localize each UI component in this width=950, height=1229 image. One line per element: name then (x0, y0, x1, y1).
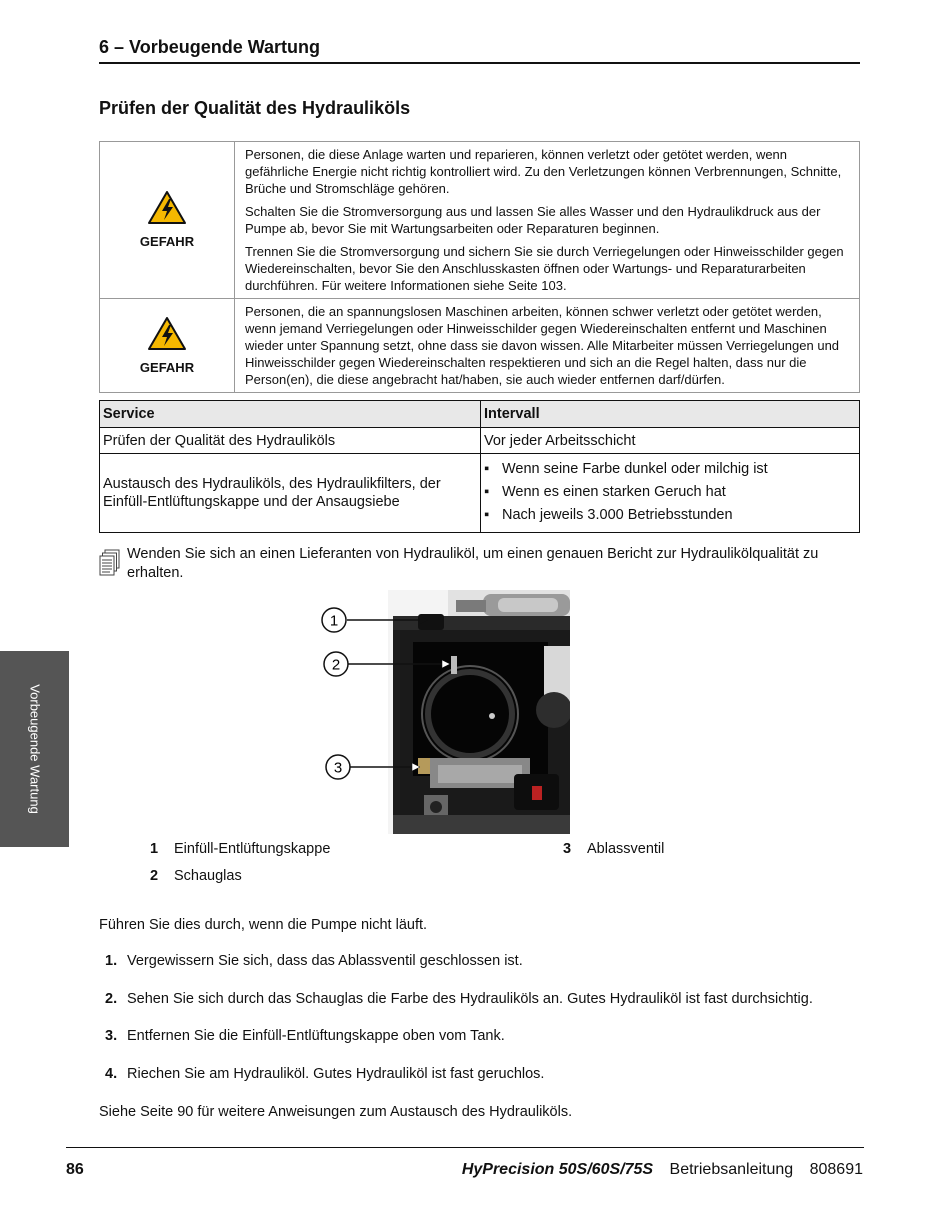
legend-label: Schauglas (174, 868, 242, 884)
interval-list (484, 460, 856, 524)
danger-table (99, 141, 860, 393)
danger-row (100, 142, 860, 299)
list-item (99, 953, 860, 991)
danger-paragraph: Schalten Sie die Stromversorgung aus und lassen Sie alles Wasser und den Hydraulikdruck aus der Pumpe ab, bevor Sie mit Wartungsarbeiten oder Reparaturen beginnen. (245, 204, 821, 236)
list-item: ▪ Wenn seine Farbe dunkel oder milchig ist (484, 460, 856, 478)
step-text: Sehen Sie sich durch das Schauglas die Farbe des Hydrauliköls an. Gutes Hydrauliköl ist fast durchsichtig. (127, 990, 813, 1007)
legend-number: 1 (150, 841, 159, 857)
legend-number: 3 (563, 841, 572, 857)
legend-item (150, 868, 242, 884)
list-item: ▪ Nach jeweils 3.000 Betriebsstunden (484, 506, 856, 524)
danger-paragraph: Personen, die diese Anlage warten und reparieren, können verletzt oder getötet werden, wenn gefährliche Energie nicht richtig kontrolliert wird. Zu den Verletzungen können Verbrennungen, Schnitte, Brüche und Stromschläge gehören. (245, 147, 842, 196)
danger-text-cell (235, 299, 860, 393)
danger-label: GEFAHR (139, 359, 195, 375)
step-number: 2. (105, 990, 118, 1007)
step-text: Entfernen Sie die Einfüll-Entlüftungskappe oben vom Tank. (127, 1028, 505, 1044)
column-header-interval: Intervall (481, 401, 860, 428)
legend-item (150, 841, 330, 857)
callout-label: 2 (331, 656, 341, 674)
step-number: 1. (105, 953, 118, 969)
step-number: 3. (105, 1028, 118, 1044)
step-list (99, 953, 860, 1103)
danger-symbol-cell (100, 299, 235, 393)
callout-label: 1 (329, 612, 339, 630)
step-number: 4. (105, 1065, 118, 1082)
figure-callout (324, 652, 348, 676)
legend-item (563, 841, 664, 857)
danger-row (100, 299, 860, 393)
service-table-header (100, 401, 860, 428)
note-text: Wenden Sie sich an einen Lieferanten von Hydrauliköl, um einen genauen Bericht zur Hydraulikölqualität zu erhalten. (127, 546, 819, 581)
note-icon (99, 549, 121, 577)
figure-callout (322, 608, 346, 632)
section-title: Prüfen der Qualität des Hydrauliköls (99, 98, 411, 118)
figure-callout (326, 755, 350, 779)
interval-cell: Vor jeder Arbeitsschicht (481, 428, 860, 454)
product-name: HyPrecision 50S/60S/75S (461, 1161, 654, 1178)
document-type: Betriebsanleitung (669, 1161, 794, 1178)
callout-label: 3 (333, 759, 343, 777)
list-item (99, 991, 860, 1029)
danger-paragraph: Trennen Sie die Stromversorgung und sichern Sie sie durch Verriegelungen oder Hinweisschilder gegen Wiedereinschalten, bevor Sie den Anschlusskasten öffnen oder Wartungs- und Reparaturarbeiten durchführen. Für weitere Informationen siehe Seite 103. (245, 244, 844, 293)
danger-text-cell (235, 142, 860, 299)
side-tab-label: Vorbeugende Wartung (27, 684, 42, 814)
chapter-header: 6 – Vorbeugende Wartung (99, 36, 860, 64)
page-number: 86 (66, 1161, 84, 1178)
pump-photo (318, 590, 570, 834)
legend-number: 2 (150, 868, 159, 884)
service-cell: Prüfen der Qualität des Hydrauliköls (100, 428, 481, 454)
column-header-service: Service (100, 401, 481, 428)
danger-label: GEFAHR (139, 234, 195, 249)
list-item (99, 1066, 860, 1104)
list-item: ▪ Wenn es einen starken Geruch hat (484, 483, 856, 501)
step-text: Vergewissern Sie sich, dass das Ablassventil geschlossen ist. (127, 953, 523, 969)
electrical-hazard-icon (147, 190, 187, 225)
footer-product-info (462, 1161, 863, 1179)
step-text: Riechen Sie am Hydrauliköl. Gutes Hydrauliköl ist fast geruchlos. (127, 1065, 545, 1082)
danger-paragraph: Personen, die an spannungslosen Maschinen arbeiten, können schwer verletzt oder getötet werden, wenn jemand Verriegelungen oder Hinweisschilder gegen Wiedereinschalten entfernt und Maschinen wieder unter Spannung setzt, ohne dass sie davon wissen. Alle Mitarbeiter müssen Verriegelungen und Hinweisschilder gegen Wiedereinschalten respektieren und sich an die Regel halten, dass nur die Person(en), die diese angebracht hat/haben, sie auch wieder entfernen darf/dürfen. (245, 304, 840, 387)
danger-symbol-cell (100, 142, 235, 299)
document-number: 808691 (809, 1161, 863, 1178)
table-row (100, 454, 860, 533)
chapter-side-tab (0, 651, 69, 847)
list-item (99, 1028, 860, 1066)
legend-label: Ablassventil (587, 841, 665, 857)
service-table (99, 400, 860, 533)
interval-cell (481, 454, 860, 533)
electrical-hazard-icon (147, 316, 187, 351)
footer-divider (66, 1147, 864, 1148)
intro-text: Führen Sie dies durch, wenn die Pumpe nicht läuft. (99, 917, 428, 933)
note-block (99, 545, 839, 583)
service-cell: Austausch des Hydrauliköls, des Hydraulikfilters, der Einfüll-Entlüftungskappe und der Ansaugsiebe (100, 454, 481, 533)
table-row (100, 428, 860, 454)
legend-label: Einfüll-Entlüftungskappe (174, 841, 331, 857)
closing-text: Siehe Seite 90 für weitere Anweisungen zum Austausch des Hydrauliköls. (99, 1104, 573, 1120)
